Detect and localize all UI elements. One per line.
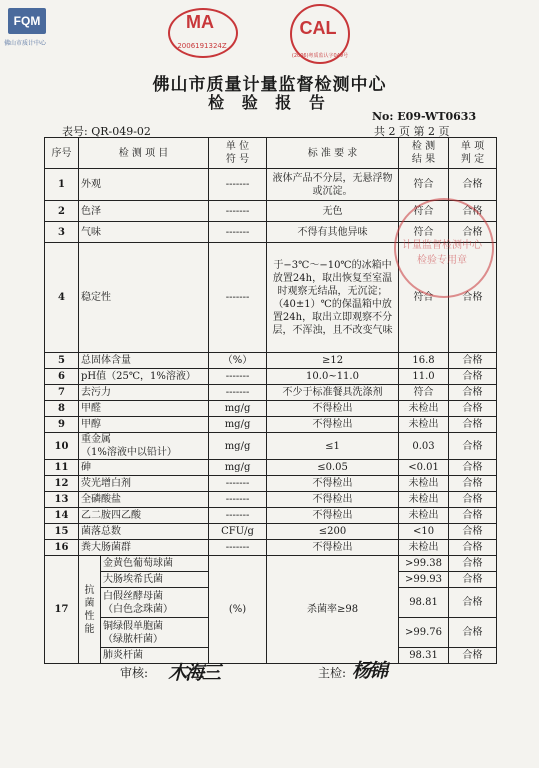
row-number: 9 — [45, 417, 79, 433]
bacterium-name: 大肠埃希氏菌 — [101, 572, 209, 588]
table-row — [45, 401, 497, 417]
result-cell: 未检出 — [399, 417, 449, 433]
org-title: 佛山市质量计量监督检测中心 — [152, 75, 387, 95]
ma-cert-no: 2006191324Z — [177, 42, 227, 50]
unit-cell: (%) — [209, 556, 267, 664]
fqm-logo: FQM — [8, 8, 46, 34]
standard-cell: 不得检出 — [267, 492, 399, 508]
item-name: 重金属 （1%溶液中以铅计） — [79, 433, 209, 460]
verdict-cell: 合格 — [449, 433, 497, 460]
result-cell: 符合 — [399, 222, 449, 243]
row-number: 13 — [45, 492, 79, 508]
standard-cell: 杀菌率≥98 — [267, 556, 399, 664]
verdict-cell: 合格 — [449, 572, 497, 588]
standard-cell: 10.0~11.0 — [267, 369, 399, 385]
unit-cell: ------- — [209, 385, 267, 401]
result-cell: 16.8 — [399, 353, 449, 369]
result-cell: >99.76 — [399, 618, 449, 648]
result-cell: 未检出 — [399, 492, 449, 508]
antibacterial-group-label: 抗 菌 性 能 — [79, 556, 101, 664]
row-number: 12 — [45, 476, 79, 492]
standard-cell: 不得检出 — [267, 508, 399, 524]
standard-cell: 不得检出 — [267, 476, 399, 492]
item-name: 甲醛 — [79, 401, 209, 417]
verdict-cell: 合格 — [449, 385, 497, 401]
reviewer-signature: 木海三 — [168, 662, 220, 684]
verdict-cell: 合格 — [449, 369, 497, 385]
item-name: 乙二胺四乙酸 — [79, 508, 209, 524]
bacterium-name: 白假丝酵母菌 （白色念珠菌） — [101, 588, 209, 618]
verdict-cell: 合格 — [449, 540, 497, 556]
row-number: 1 — [45, 169, 79, 201]
item-name: 气味 — [79, 222, 209, 243]
verdict-cell: 合格 — [449, 401, 497, 417]
result-cell: 符合 — [399, 201, 449, 222]
table-row — [45, 417, 497, 433]
verdict-cell: 合格 — [449, 353, 497, 369]
table-row — [45, 556, 497, 572]
row-number: 10 — [45, 433, 79, 460]
bacterium-name: 肺炎杆菌 — [101, 648, 209, 664]
cal-cert-caption: (2006)粤质监认字049号 — [291, 53, 349, 59]
row-number: 5 — [45, 353, 79, 369]
unit-cell: ------- — [209, 476, 267, 492]
row-number: 16 — [45, 540, 79, 556]
report-number: No: E09-WT0633 — [372, 110, 477, 123]
table-row — [45, 476, 497, 492]
standard-cell: ≤0.05 — [267, 460, 399, 476]
row-number: 6 — [45, 369, 79, 385]
table-row — [45, 460, 497, 476]
table-row — [45, 169, 497, 201]
standard-cell: 不得检出 — [267, 540, 399, 556]
unit-cell: mg/g — [209, 417, 267, 433]
form-number: 表号: QR-049-02 — [62, 125, 151, 138]
page-info: 共 2 页 第 2 页 — [374, 125, 450, 138]
header-result: 检 测 结 果 — [399, 138, 449, 169]
item-name: 全磷酸盐 — [79, 492, 209, 508]
table-row — [45, 524, 497, 540]
result-cell: >99.93 — [399, 572, 449, 588]
result-cell: 符合 — [399, 243, 449, 353]
approver-label: 主检: — [318, 666, 347, 680]
unit-cell: mg/g — [209, 433, 267, 460]
result-cell: 11.0 — [399, 369, 449, 385]
bacterium-name: 铜绿假单胞菌 （绿脓杆菌） — [101, 618, 209, 648]
standard-cell: ≤200 — [267, 524, 399, 540]
result-cell: 未检出 — [399, 476, 449, 492]
verdict-cell: 合格 — [449, 524, 497, 540]
verdict-cell: 合格 — [449, 169, 497, 201]
standard-cell: 于−3℃～−10℃的冰箱中放置24h，取出恢复至室温时观察无结晶，无沉淀；（40±1）℃的保温箱中放置24h，取出立即观察不分层，不浑浊，且不改变气味 — [267, 243, 399, 353]
standard-cell: ≤1 — [267, 433, 399, 460]
item-name: 菌落总数 — [79, 524, 209, 540]
item-name: 甲醇 — [79, 417, 209, 433]
row-number: 3 — [45, 222, 79, 243]
item-name: 外观 — [79, 169, 209, 201]
row-number: 4 — [45, 243, 79, 353]
unit-cell: ------- — [209, 222, 267, 243]
item-name: 总固体含量 — [79, 353, 209, 369]
result-cell: 0.03 — [399, 433, 449, 460]
unit-cell: ------- — [209, 169, 267, 201]
verdict-cell: 合格 — [449, 508, 497, 524]
unit-cell: CFU/g — [209, 524, 267, 540]
result-cell: 未检出 — [399, 540, 449, 556]
verdict-cell: 合格 — [449, 588, 497, 618]
row-number: 11 — [45, 460, 79, 476]
fqm-caption: 佛山市质计中心 — [4, 40, 47, 47]
standard-cell: 不得检出 — [267, 417, 399, 433]
item-name: 粪大肠菌群 — [79, 540, 209, 556]
verdict-cell: 合格 — [449, 417, 497, 433]
doc-title: 检 验 报 告 — [208, 93, 331, 112]
unit-cell: ------- — [209, 492, 267, 508]
result-cell: 未检出 — [399, 401, 449, 417]
item-name: 色泽 — [79, 201, 209, 222]
unit-cell: mg/g — [209, 401, 267, 417]
result-cell: 未检出 — [399, 508, 449, 524]
seal-text: 计量监督检测中心 检验专用章 — [402, 240, 482, 266]
verdict-cell: 合格 — [449, 476, 497, 492]
result-cell: 符合 — [399, 169, 449, 201]
standard-cell: 不得检出 — [267, 401, 399, 417]
verdict-cell: 合格 — [449, 556, 497, 572]
unit-cell: ------- — [209, 243, 267, 353]
result-cell: 符合 — [399, 385, 449, 401]
table-row — [45, 369, 497, 385]
table-header-row — [45, 138, 497, 169]
verdict-cell: 合格 — [449, 492, 497, 508]
table-row — [45, 508, 497, 524]
unit-cell: （%） — [209, 353, 267, 369]
standard-cell: 不少于标准餐具洗涤剂 — [267, 385, 399, 401]
standard-cell: ≥12 — [267, 353, 399, 369]
cal-logo: CAL — [299, 18, 337, 38]
table-row — [45, 433, 497, 460]
table-row — [45, 385, 497, 401]
header-seq: 序号 — [45, 138, 79, 169]
result-cell: 98.81 — [399, 588, 449, 618]
verdict-cell: 合格 — [449, 648, 497, 664]
row-number: 15 — [45, 524, 79, 540]
verdict-cell: 合格 — [449, 222, 497, 243]
item-name: 去污力 — [79, 385, 209, 401]
table-row — [45, 353, 497, 369]
result-cell: 98.31 — [399, 648, 449, 664]
verdict-cell: 合格 — [449, 201, 497, 222]
standard-cell: 不得有其他异味 — [267, 222, 399, 243]
table-row — [45, 540, 497, 556]
unit-cell: ------- — [209, 201, 267, 222]
standard-cell: 液体产品不分层，无悬浮物或沉淀。 — [267, 169, 399, 201]
ma-logo: MA — [186, 12, 214, 32]
result-cell: <0.01 — [399, 460, 449, 476]
row-number: 17 — [45, 556, 79, 664]
header-standard: 标 准 要 求 — [267, 138, 399, 169]
standard-cell: 无色 — [267, 201, 399, 222]
verdict-cell: 合格 — [449, 460, 497, 476]
row-number: 8 — [45, 401, 79, 417]
verdict-cell: 合格 — [449, 618, 497, 648]
row-number: 7 — [45, 385, 79, 401]
item-name: pH值（25℃，1%溶液） — [79, 369, 209, 385]
unit-cell: ------- — [209, 369, 267, 385]
verdict-cell: 合格 — [449, 243, 497, 353]
table-row — [45, 492, 497, 508]
header-item: 检 测 项 目 — [79, 138, 209, 169]
bacterium-name: 金黄色葡萄球菌 — [101, 556, 209, 572]
reviewer-label: 审核: — [120, 666, 149, 680]
item-name: 稳定性 — [79, 243, 209, 353]
approver-signature: 杨锦 — [352, 660, 387, 682]
unit-cell: ------- — [209, 508, 267, 524]
unit-cell: ------- — [209, 540, 267, 556]
result-cell: >99.38 — [399, 556, 449, 572]
result-cell: <10 — [399, 524, 449, 540]
header-unit: 单 位 符 号 — [209, 138, 267, 169]
row-number: 2 — [45, 201, 79, 222]
header-verdict: 单 项 判 定 — [449, 138, 497, 169]
item-name: 荧光增白剂 — [79, 476, 209, 492]
row-number: 14 — [45, 508, 79, 524]
item-name: 砷 — [79, 460, 209, 476]
unit-cell: mg/g — [209, 460, 267, 476]
